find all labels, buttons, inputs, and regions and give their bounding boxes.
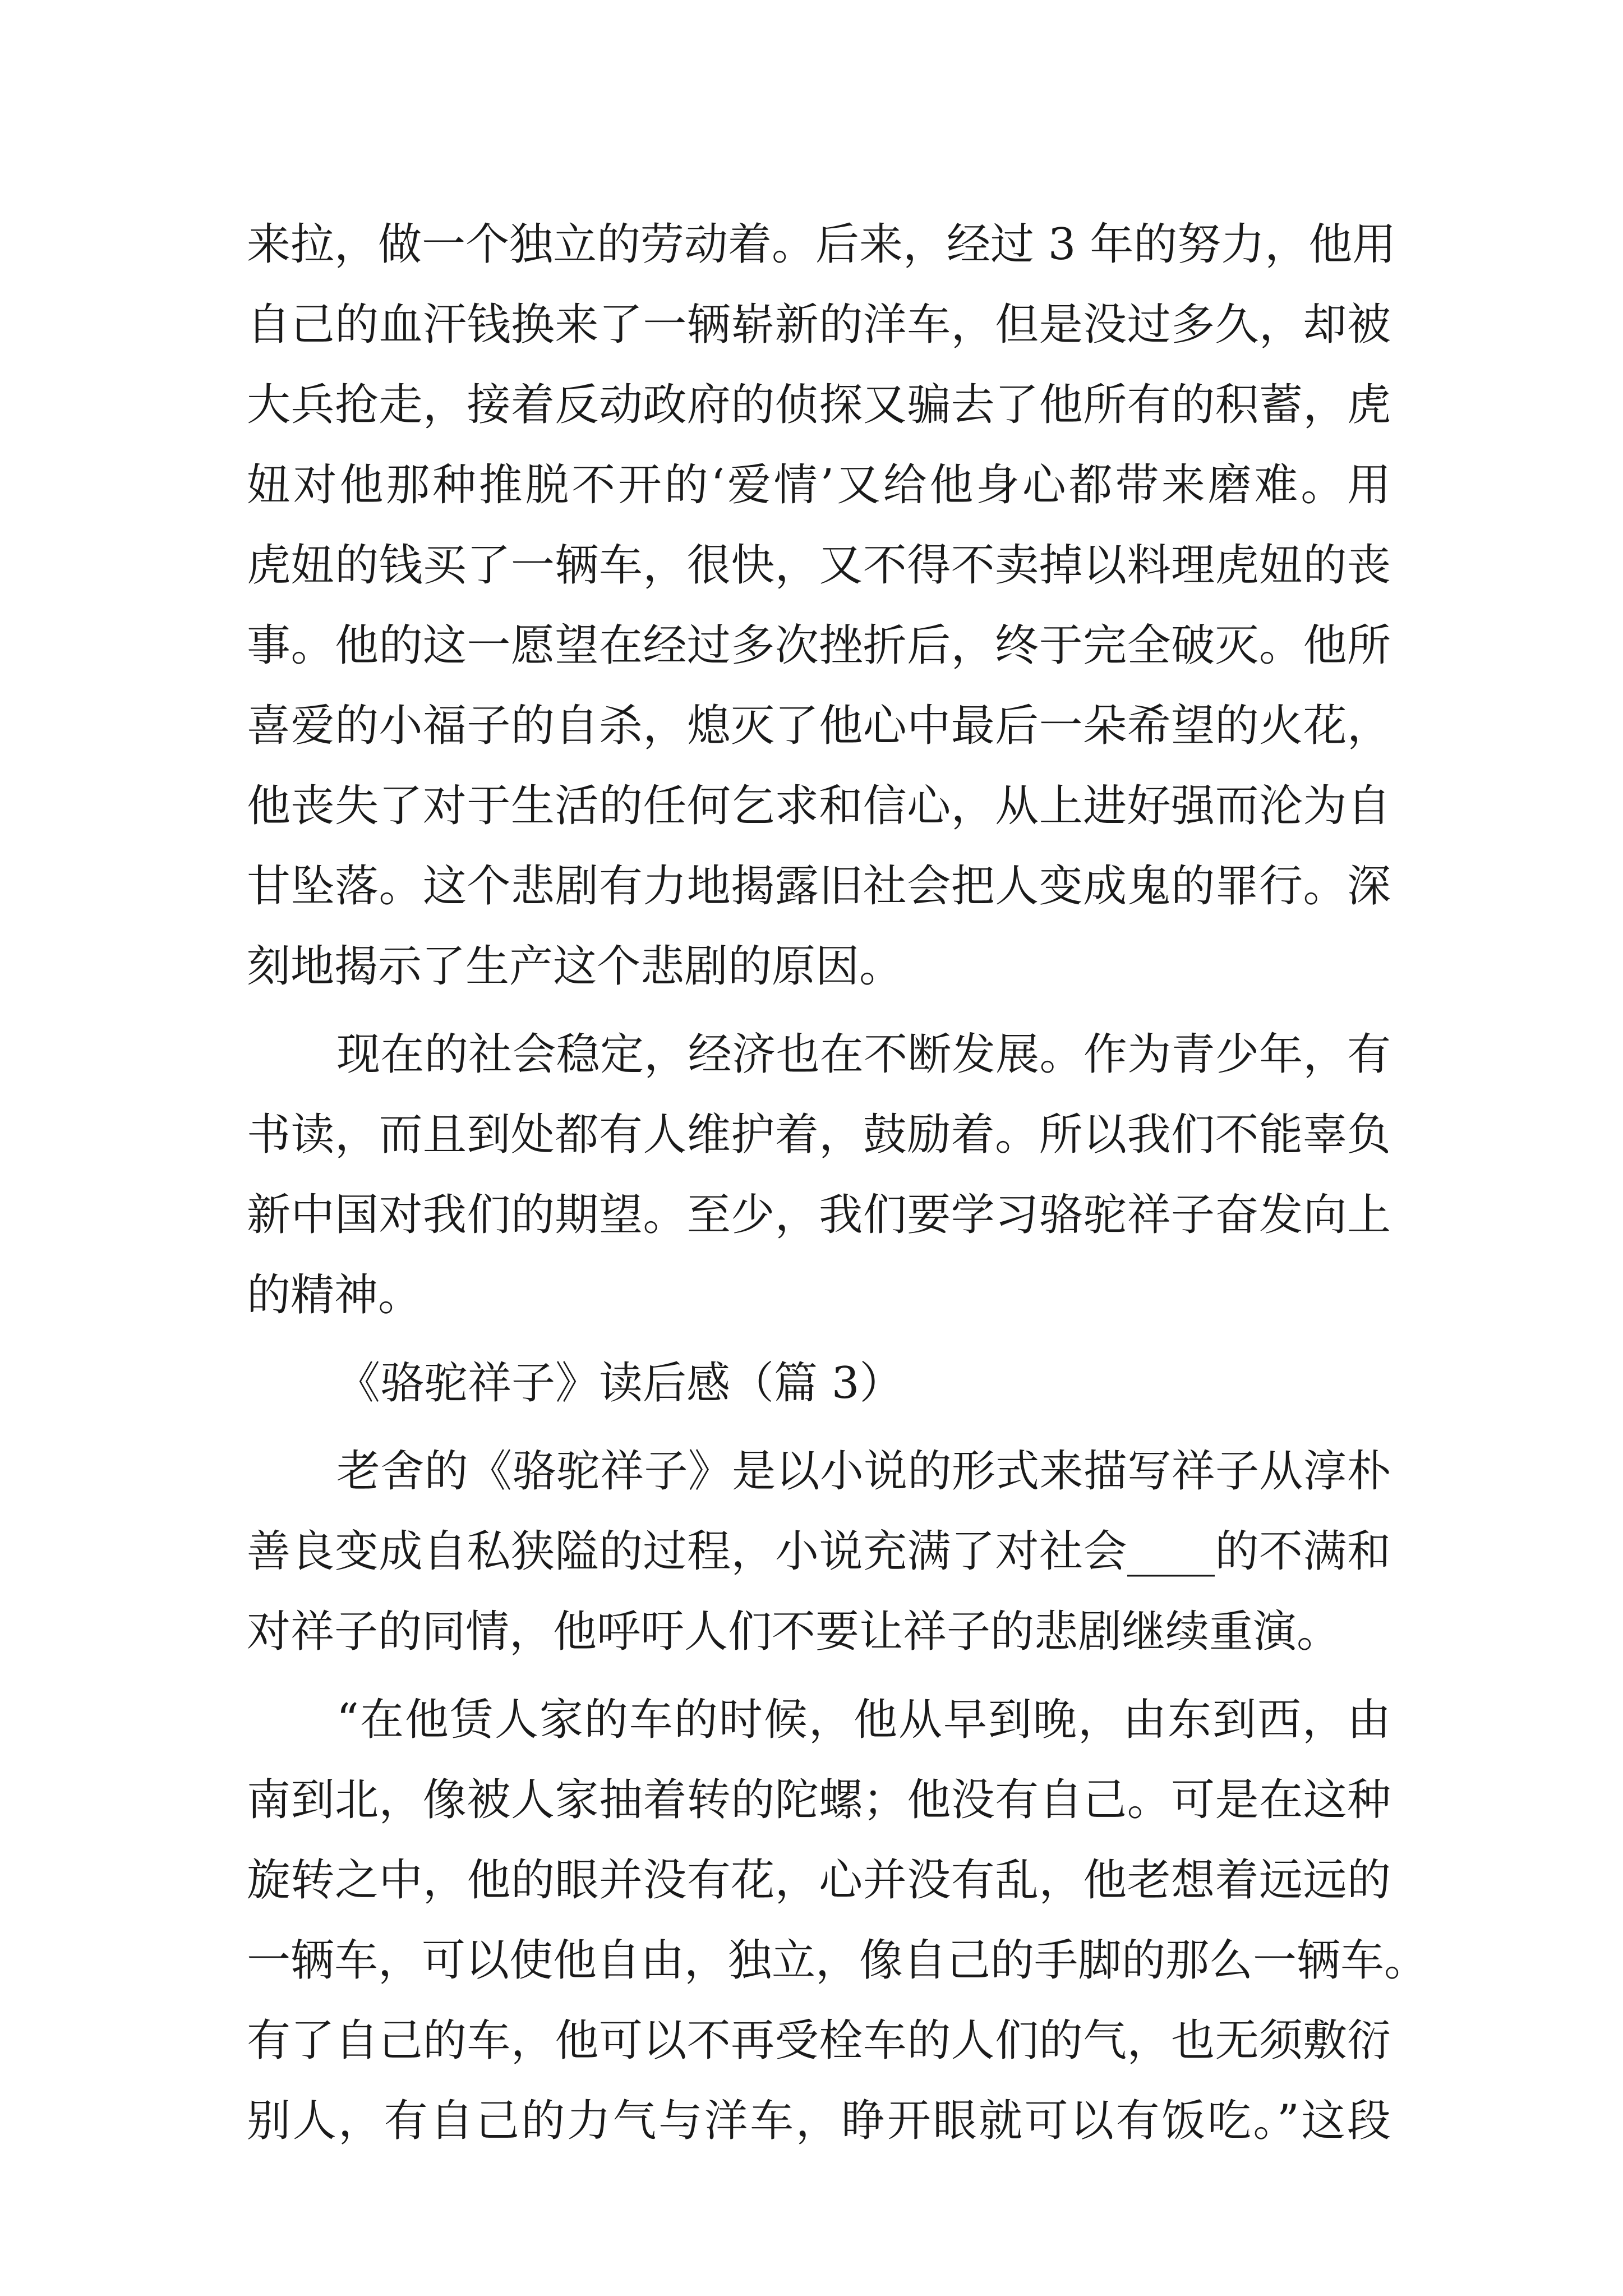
text-line: 现在的社会稳定，经济也在不断发展。作为青少年，有 [336, 1029, 1391, 1080]
text-line: 南到北，像被人家抽着转的陀螺；他没有自己。可是在这种 [247, 1775, 1391, 1825]
text-line: 妞对他那种推脱不开的‘爱情’又给他身心都带来磨难。用 [247, 460, 1391, 510]
text-line: 对祥子的同情，他呼吁人们不要让祥子的悲剧继续重演。 [247, 1607, 1341, 1657]
text-line: 他丧失了对于生活的任何乞求和信心，从上进好强而沦为自 [247, 781, 1391, 831]
text-line: 来拉，做一个独立的劳动着。后来，经过 3 年的努力，他用 [247, 219, 1396, 270]
text-line: 喜爱的小福子的自杀，熄灭了他心中最后一朵希望的火花， [247, 701, 1391, 751]
text-line: 刻地揭示了生产这个悲剧的原因。 [247, 941, 903, 992]
paragraph-2 [247, 1015, 1391, 1336]
paragraph-4 [247, 1680, 1428, 2161]
paragraph-1 [247, 205, 1396, 1007]
text-line: 一辆车，可以使他自由，独立，像自己的手脚的那么一辆车。 [247, 1935, 1428, 1986]
text-line: 书读，而且到处都有人维护着，鼓励着。所以我们不能辜负 [247, 1110, 1391, 1160]
text-line: 别人，有自己的力气与洋车，睁开眼就可以有饭吃。”这段 [247, 2096, 1391, 2146]
heading-text: 《骆驼祥子》读后感（篇 3） [336, 1358, 903, 1409]
text-line: 甘坠落。这个悲剧有力地揭露旧社会把人变成鬼的罪行。深 [247, 861, 1391, 912]
text-line: 有了自己的车，他可以不再受栓车的人们的气，也无须敷衍 [247, 2016, 1391, 2066]
document-body [247, 205, 1428, 2161]
text-line: 旋转之中，他的眼并没有花，心并没有乱，他老想着远远的 [247, 1855, 1391, 1906]
text-line: 大兵抢走，接着反动政府的侦探又骗去了他所有的积蓄，虎 [247, 380, 1391, 430]
paragraph-3 [247, 1432, 1391, 1672]
section-heading [247, 1343, 1391, 1424]
text-line: 善良变成自私狭隘的过程，小说充满了对社会____的不满和 [247, 1526, 1391, 1577]
text-line: 新中国对我们的期望。至少，我们要学习骆驼祥子奋发向上 [247, 1190, 1391, 1240]
text-line: “在他赁人家的车的时候，他从早到晚，由东到西，由 [336, 1695, 1391, 1745]
text-line: 老舍的《骆驼祥子》是以小说的形式来描写祥子从淳朴 [336, 1446, 1391, 1497]
text-line: 自己的血汗钱换来了一辆崭新的洋车，但是没过多久，却被 [247, 300, 1391, 350]
text-line: 虎妞的钱买了一辆车，很快，又不得不卖掉以料理虎妞的丧 [247, 540, 1391, 591]
text-line: 的精神。 [247, 1270, 422, 1320]
text-line: 事。他的这一愿望在经过多次挫折后，终于完全破灭。他所 [247, 620, 1391, 671]
